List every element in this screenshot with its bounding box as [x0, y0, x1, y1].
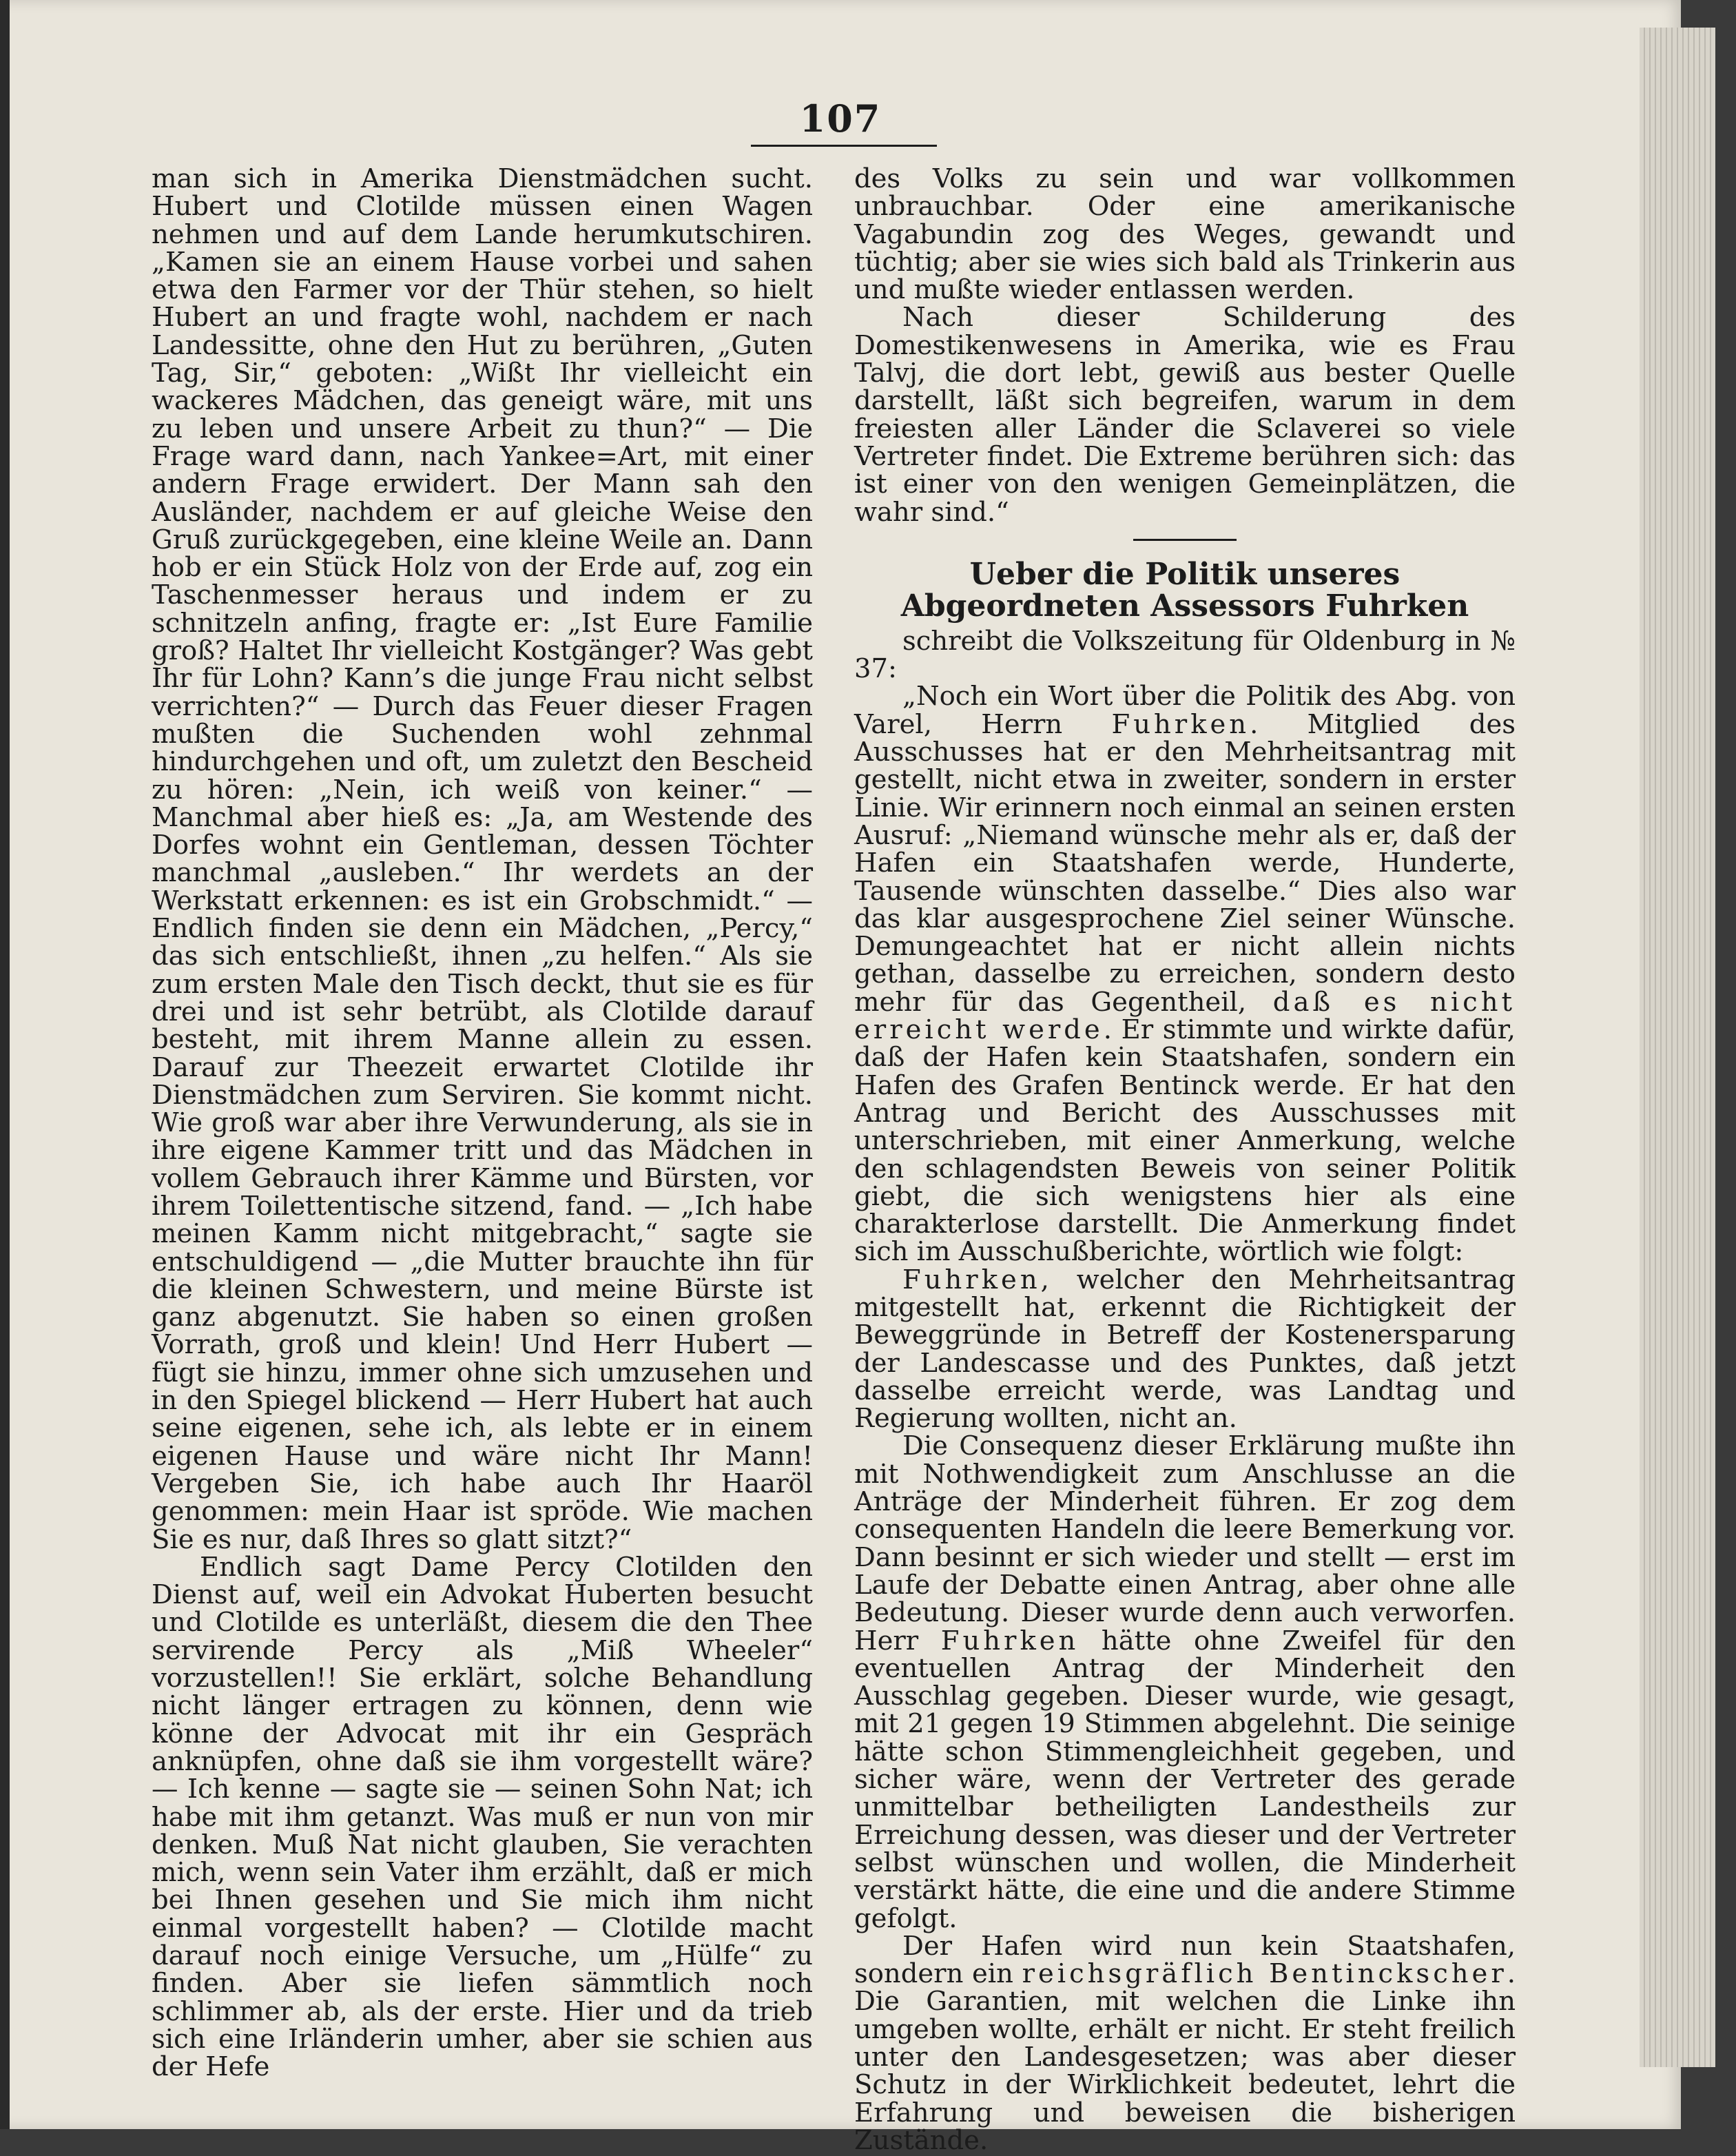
- p5-text-a: Die Consequenz dieser Erklärung mußte ihn mit Nothwendigkeit zum Anschlusse an die Anträge der Minderheit führen. Er zog dem consequenten Handeln die leere Bemerkung vor. Dann besinnt er sich wieder und stellt — erst im Laufe der Debatte einen Antrag, aber ohne alle Bedeutung. Dieser wurde denn auch verworfen. Herr: [854, 1430, 1516, 1656]
- p4-text-a: „Noch ein Wort über die Politik des Abg. von Varel, Herrn: [854, 681, 1516, 740]
- quote-text: , welcher den Mehrheitsantrag mitgestellt hat, erkennt die Richtigkeit der Beweggründe in Betreff der Kostenersparung der Landescasse und des Punktes, daß jetzt dasselbe erreicht werde, was Landtag und Regierung wollten, nicht an.: [854, 1264, 1516, 1435]
- quote-name: Fuhrken: [902, 1264, 1041, 1295]
- right-paragraph-2: Nach dieser Schilderung des Domestikenwesens in Amerika, wie es Frau Talvj, die dort lebt, gewiß aus bester Quelle darstellt, läßt sich begreifen, warum in dem freiesten aller Länder die Sclaverei so viele Vertreter findet. Die Extreme berühren sich: das ist einer von den wenigen Gemeinplätzen, die wahr sind.“: [854, 302, 1516, 528]
- p6-text-a: Der Hafen wird nun kein Staatshafen, sondern ein: [854, 1930, 1516, 1990]
- p6-spaced: reichsgräflich Bentinckscher: [1022, 1958, 1507, 1990]
- left-paragraph-1: man sich in Amerika Dienstmädchen sucht. Hubert und Clotilde müssen einen Wagen nehmen und auf dem Lande herumkutschiren. „Kamen sie an einem Hause vorbei und sahen etwa den Farmer vor der Thür stehen, so hielt Hubert an und fragte wohl, nachdem er nach Landessitte, ohne den Hut zu berühren, „Guten Tag, Sir,“ geboten: „Wißt Ihr vielleicht ein wackeres Mädchen, das geneigt wäre, mit uns zu leben und unsere Arbeit zu thun?“ — Die Frage ward dann, nach Yankee=Art, mit einer andern Frage erwidert. Der Mann sah den Ausländer, nachdem er auf gleiche Weise den Gruß zurückgegeben, eine kleine Weile an. Dann hob er ein Stück Holz von der Erde auf, zog ein Taschenmesser heraus und indem er zu schnitzeln anfing, fragte er: „Ist Eure Familie groß? Haltet Ihr vielleicht Kostgänger? Was gebt Ihr für Lohn? Kann’s die junge Frau nicht selbst verrichten?“ — Durch das Feuer dieser Fragen mußten die Suchenden wohl zehnmal hindurchgehen und oft, um zuletzt den Bescheid zu hören: „Nein, ich weiß von keiner.“ — Manchmal aber hieß es: „Ja, am Westende des Dorfes wohnt ein Gentleman, dessen Töchter manchmal „ausleben.“ Ihr werdets an der Werkstatt erkennen: es ist ein Grobschmidt.“ — Endlich finden sie denn ein Mädchen, „Percy,“ das sich entschließt, ihnen „zu helfen.“ Als sie zum ersten Male den Tisch deckt, thut sie es für drei und ist sehr betrübt, als Clotilde darauf besteht, mit ihrem Manne allein zu essen. Darauf zur Theezeit erwartet Clotilde ihr Dienstmädchen zum Serviren. Sie kommt nicht. Wie groß war aber ihre Verwunderung, als sie in ihre eigene Kammer tritt und das Mädchen in vollem Gebrauch ihrer Kämme und Bürsten, vor ihrem Toilettentische sitzend, fand. — „Ich habe meinen Kamm nicht mitgebracht,“ sagte sie entschuldigend — „die Mutter brauchte ihn für die kleinen Schwestern, und meine Bürste ist ganz abgenutzt. Sie haben so einen großen Vorrath, groß und klein! Und Herr Hubert — fügt sie hinzu, immer ohne sich umzusehen und in den Spiegel blickend — Herr Hubert hat auch seine eigenen, sehe ich, als lebte er in einem eigenen Hause und wäre nicht Ihr Mann! Vergeben Sie, ich habe auch Ihr Haaröl genommen: mein Haar ist spröde. Wie machen Sie es nur, daß Ihres so glatt sitzt?“: [152, 163, 813, 1555]
- p5-name: Fuhrken: [940, 1625, 1079, 1656]
- page-edge: [1640, 28, 1715, 2067]
- p6-text-b: . Die Garantien, mit welchen die Linke ihn umgeben wollte, erhält er nicht. Er steht freilich unter den Landesgesetzen; was aber dieser Schutz in der Wirklichkeit bedeutet, lehrt die Erfahrung und beweisen die bisherigen Zustände.: [854, 1958, 1516, 2156]
- article-headline: Ueber die Politik unseres Abgeordneten Assessors Fuhrken: [900, 556, 1469, 624]
- page-number: 107: [799, 96, 882, 141]
- p4-text-c: . Er stimmte und wirkte dafür, daß der Hafen kein Staatshafen, sondern ein Hafen des Grafen Bentinck werde. Er hat den Antrag und Bericht des Ausschusses mit unterschrieben, mit einer Anmerkung, welche den schlagendsten Beweis von seiner Politik giebt, die sich wenigstens hier als eine charakterlose darstellt. Die Anmerkung findet sich im Ausschußberichte, wörtlich wie folgt:: [854, 1014, 1516, 1268]
- right-paragraph-1: des Volks zu sein und war vollkommen unbrauchbar. Oder eine amerikanische Vagabundin zog des Weges, gewandt und tüchtig; aber sie wies sich bald als Trinkerin aus und mußte wieder entlassen werden.: [854, 163, 1516, 306]
- p4-text-b: . Mitglied des Ausschusses hat er den Mehrheitsantrag mit gestellt, nicht etwa in zweiter, sondern in erster Linie. Wir erinnern noch einmal an seinen ersten Ausruf: „Niemand wünsche mehr als er, daß der Hafen ein Staatshafen werde, Hunderte, Tausende wünschten dasselbe.“ Dies also war das klar ausgesprochene Ziel seiner Wünsche. Demungeachtet hat er nicht allein nichts gethan, dasselbe zu erreichen, sondern desto mehr für das Gegentheil,: [854, 708, 1516, 1018]
- p4-spaced: daß es nicht erreicht werde: [854, 986, 1516, 1046]
- left-paragraph-2: Endlich sagt Dame Percy Clotilden den Dienst auf, weil ein Advokat Huberten besucht und Clotilde es unterläßt, diesem die den Thee servirende Percy als „Miß Wheeler“ vorzustellen!! Sie erklärt, solche Behandlung nicht länger ertragen zu können, denn wie könne der Advocat mit ihr ein Gespräch anknüpfen, ohne daß sie ihm vorgestellt wäre? — Ich kenne — sagte sie — seinen Sohn Nat; ich habe mit ihm getanzt. Was muß er nun von mir denken. Muß Nat nicht glauben, Sie verachten mich, wenn sein Vater ihm erzählt, daß er mich bei Ihnen gesehen und Sie mich ihm nicht einmal vorgestellt haben? — Clotilde macht darauf noch einige Versuche, um „Hülfe“ zu finden. Aber sie liefen sämmtlich noch schlimmer ab, als der erste. Hier und da trieb sich eine Irländerin umher, aber sie schien aus der Hefe: [152, 1551, 813, 2083]
- scan-border: [0, 0, 10, 2129]
- right-column: [854, 165, 1516, 2155]
- right-paragraph-5: [854, 1430, 1516, 1934]
- header-rule: [751, 145, 937, 147]
- right-paragraph-4: [854, 683, 1516, 1266]
- left-column: [152, 165, 813, 2081]
- quoted-remark: [854, 1266, 1516, 1433]
- p4-name: Fuhrken: [1111, 708, 1250, 740]
- p5-text-b: hätte ohne Zweifel für den eventuellen Antrag der Minderheit den Ausschlag gegeben. Dieser wurde, wie gesagt, mit 21 gegen 19 Stimmen abgelehnt. Die seinige hätte schon Stimmengleichheit gegeben, und sicher wäre, wenn der Vertreter des gerade unmittelbar betheiligten Landestheils zur Erreichung dessen, was dieser und der Vertreter selbst wünschen und wollen, die Minderheit verstärkt hätte, die eine und die andere Stimme gefolgt.: [854, 1625, 1516, 1934]
- right-paragraph-3: schreibt die Volkszeitung für Oldenburg in № 37:: [854, 625, 1516, 685]
- right-paragraph-6: [854, 1930, 1516, 2156]
- section-divider: [1133, 539, 1237, 541]
